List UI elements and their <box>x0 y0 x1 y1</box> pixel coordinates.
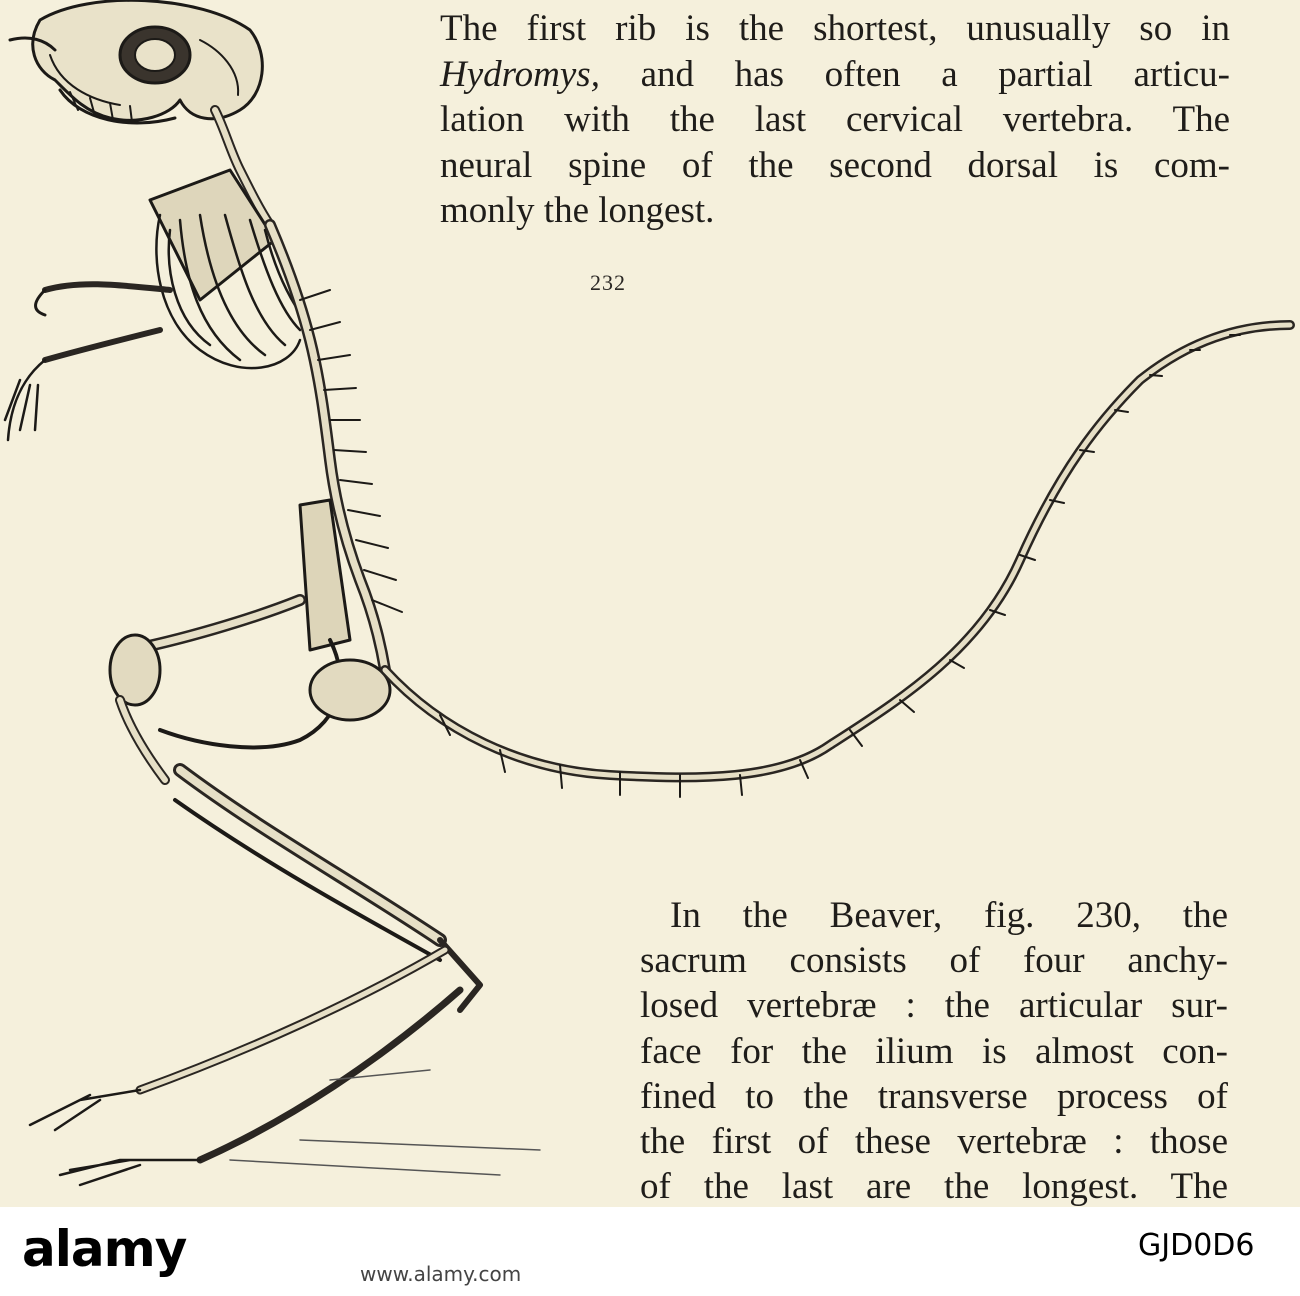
text-line: the first of these vertebræ : those <box>640 1121 1228 1163</box>
italic-genus-name: Hydromys, <box>440 53 600 95</box>
text-line: neural spine of the second dorsal is com- <box>440 144 1230 186</box>
text-line: sacrum consists of four anchy- <box>640 940 1228 982</box>
text-line: of the last are the longest. The <box>640 1166 1228 1207</box>
bottom-paragraph <box>640 893 1228 1207</box>
text-line: monly the longest. <box>440 190 715 231</box>
text-line: fined to the transverse process of <box>640 1075 1228 1117</box>
watermark-brand-logo: alamy <box>22 1220 187 1278</box>
watermark-image-id: GJD0D6 <box>1138 1228 1255 1263</box>
text-line: The first rib is the shortest, unusually so in <box>440 8 1230 49</box>
text-line: lation with the last cervical vertebra. The <box>440 99 1230 140</box>
text-fragment: and has often a partial articu- <box>599 53 1230 95</box>
figure-number: 232 <box>590 270 626 295</box>
text-line: face for the ilium is almost con- <box>640 1030 1228 1072</box>
text-line: In the Beaver, fig. 230, the <box>670 895 1228 936</box>
skull-icon <box>10 0 262 123</box>
watermark-footer <box>0 1207 1300 1296</box>
watermark-url: www.alamy.com <box>360 1262 522 1286</box>
text-line: losed vertebræ : the articular sur- <box>640 985 1228 1027</box>
